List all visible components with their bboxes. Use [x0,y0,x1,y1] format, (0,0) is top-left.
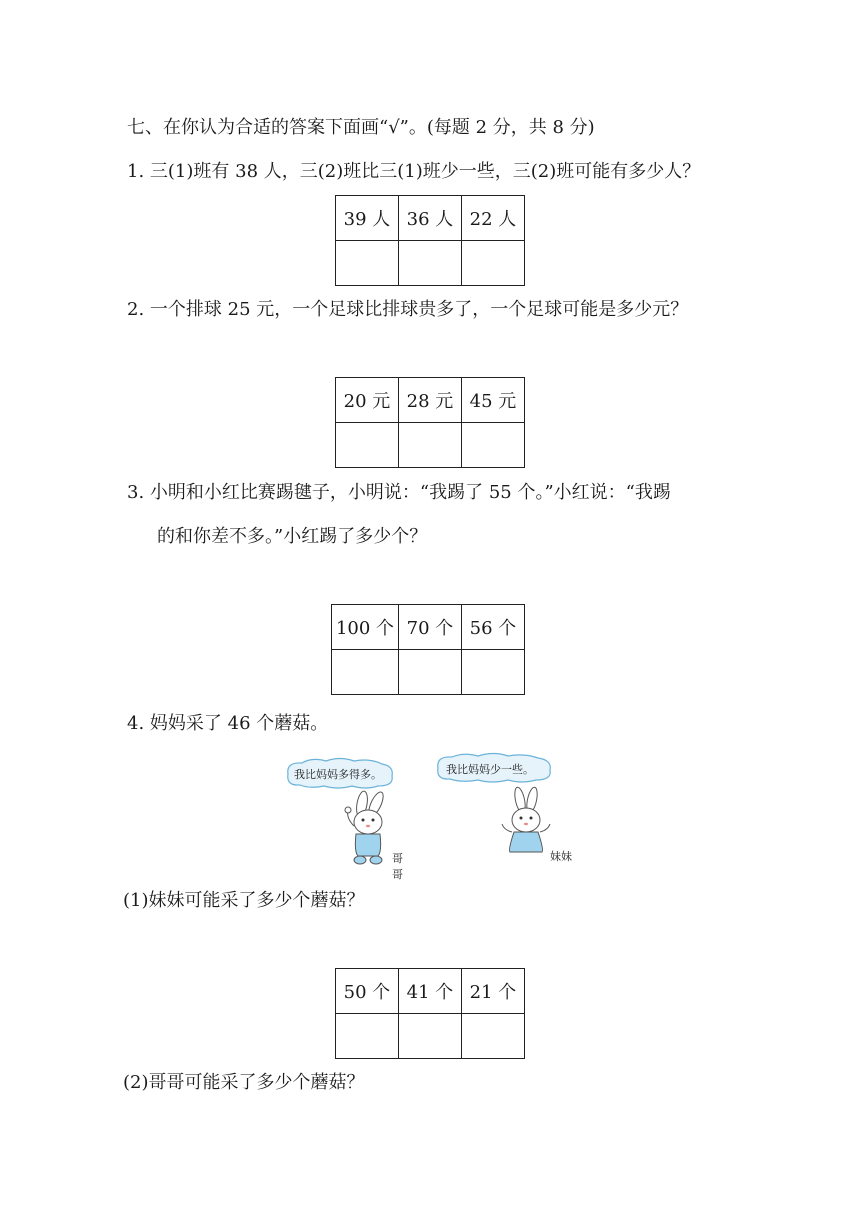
option-label: 21 个 [462,969,525,1014]
answer-cell[interactable] [336,423,399,468]
answer-cell[interactable] [462,650,525,695]
sister-bunny-illustration [434,752,584,864]
answer-cell[interactable] [462,423,525,468]
answer-cell[interactable] [399,423,462,468]
question-1-text: 1. 三(1)班有 38 人，三(2)班比三(1)班少一些，三(2)班可能有多少人？ [127,161,701,182]
question-3-text-line2: 的和你差不多。”小红踢了多少个？ [157,526,428,547]
option-label: 39 人 [336,196,399,241]
answer-cell[interactable] [399,650,462,695]
option-label: 22 人 [462,196,525,241]
option-label: 50 个 [336,969,399,1014]
question-4-text: 4. 妈妈采了 46 个蘑菇。 [127,713,329,734]
answer-cell[interactable] [399,1014,462,1059]
option-label: 36 人 [399,196,462,241]
option-label: 70 个 [399,605,462,650]
answer-cell[interactable] [332,650,399,695]
option-label: 45 元 [462,378,525,423]
brother-bunny-illustration [282,756,403,881]
answer-cell[interactable] [462,1014,525,1059]
option-label: 56 个 [462,605,525,650]
option-label: 28 元 [399,378,462,423]
question-3-options-table [331,604,525,695]
question-2-text: 2. 一个排球 25 元，一个足球比排球贵多了，一个足球可能是多少元？ [127,299,689,320]
sister-label: 妹妹 [550,850,572,863]
option-label: 41 个 [399,969,462,1014]
question-3-text-line1: 3. 小明和小红比赛踢毽子，小明说：“我踢了 55 个。”小红说：“我踢 [127,482,671,503]
brother-label: 哥哥 [392,852,403,881]
answer-cell[interactable] [336,1014,399,1059]
question-4-sub2-text: (2)哥哥可能采了多少个蘑菇？ [123,1072,365,1093]
question-2-options-table [335,377,525,468]
section-heading: 七、在你认为合适的答案下面画“√”。(每题 2 分，共 8 分) [127,117,595,138]
question-1-options-table [335,195,525,286]
brother-speech-text: 我比妈妈多得多。 [294,768,382,781]
option-label: 100 个 [332,605,399,650]
question-4-sub1-options-table [335,968,525,1059]
sister-speech-text: 我比妈妈少一些。 [446,763,534,776]
question-4-sub1-text: (1)妹妹可能采了多少个蘑菇？ [123,890,365,911]
answer-cell[interactable] [462,241,525,286]
answer-cell[interactable] [336,241,399,286]
option-label: 20 元 [336,378,399,423]
answer-cell[interactable] [399,241,462,286]
